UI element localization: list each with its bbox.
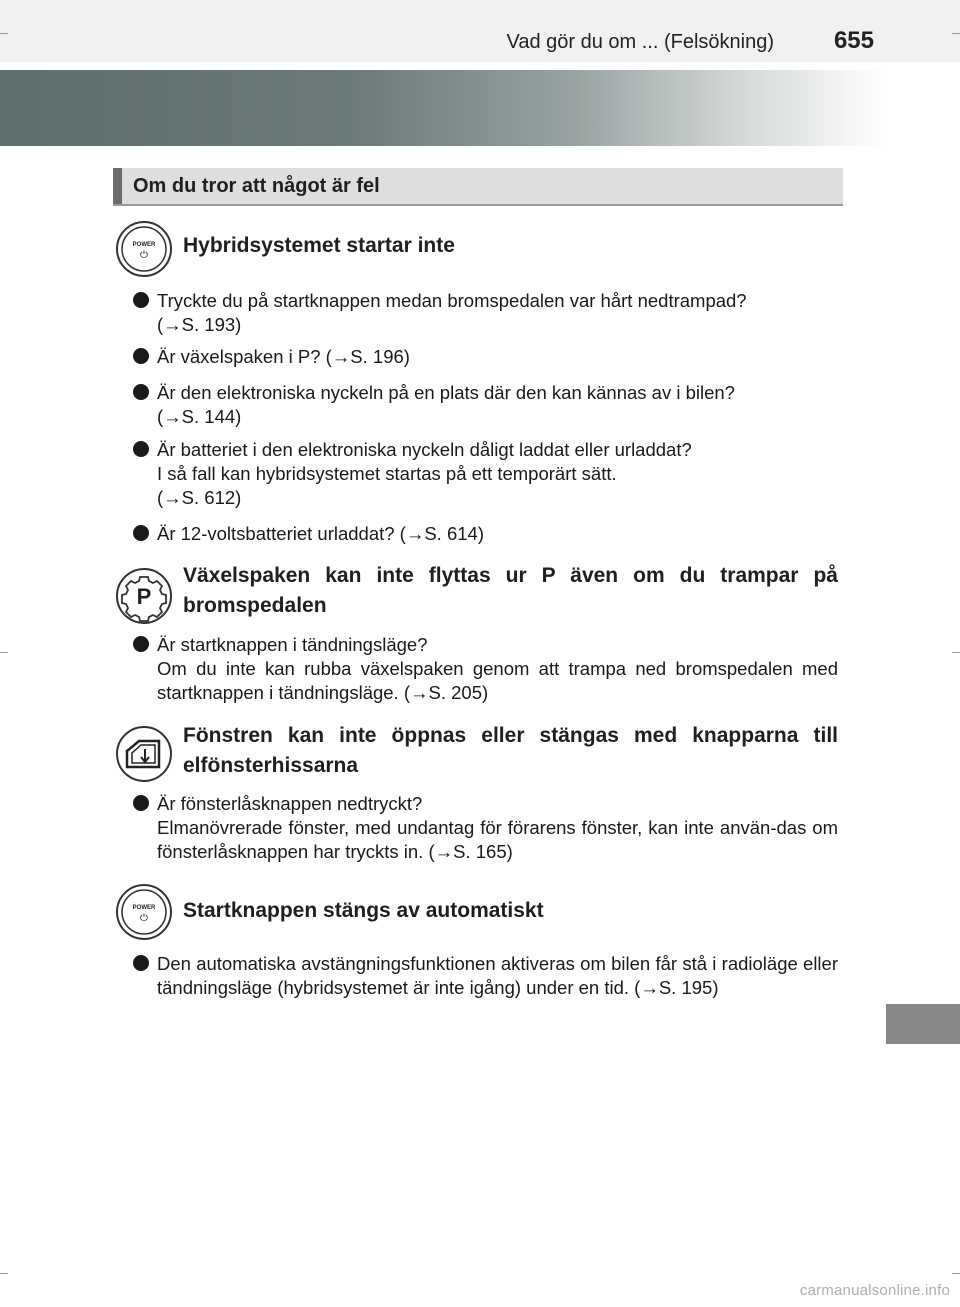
power-button-icon [115,220,173,278]
bullet-icon [133,636,149,652]
watermark: carmanualsonline.info [799,1282,950,1299]
section-title: Om du tror att något är fel [133,175,380,197]
item-line: Är startknappen i tändningsläge? [157,634,428,655]
list-item [133,522,838,546]
crop-mark [952,33,960,34]
item-line: Är växelspaken i P? (→S. 196) [157,346,410,367]
section-header-bar [113,168,122,204]
crop-mark [952,1273,960,1274]
list-item [133,952,838,1000]
power-icon-label: POWER [132,242,156,248]
item-line: Elmanövrerade fönster, med undantag för förarens fönster, kan inte använ-das om fönsterlåsknappen har tryckts in. (→S. 165) [157,817,838,862]
item-line: Är 12-voltsbatteriet urladdat? (→S. 614) [157,523,484,544]
topic-title: Startknappen stängs av automatiskt [183,899,544,922]
crop-mark [0,652,8,653]
header-strip [0,0,960,62]
list-item [133,289,838,337]
power-symbol: ⏻ [140,913,148,924]
power-window-icon [115,725,173,783]
item-line: Om du inte kan rubba växelspaken genom att trampa ned bromspedalen med startknappen i tändningsläge. (→S. 205) [157,658,838,703]
item-line: Tryckte du på startknappen medan bromspedalen var hårt nedtrampad? [157,290,747,311]
running-header: Vad gör du om ... (Felsökning) [506,31,774,53]
list-item [133,381,838,429]
shift-lock-icon [115,567,173,625]
item-line: (→S. 144) [157,406,242,427]
bullet-icon [133,525,149,541]
chapter-banner [0,70,885,146]
power-button-icon [115,883,173,941]
list-item [133,438,838,510]
power-icon-label: POWER [132,905,156,911]
item-line: Den automatiska avstängningsfunktionen aktiveras om bilen får stå i radioläge eller tändningsläge (hybridsystemet är inte igång) under en tid. (→S. 195) [157,953,838,998]
crop-mark [0,33,8,34]
bullet-icon [133,955,149,971]
page-number: 655 [833,27,874,54]
section-header [113,168,843,206]
bullet-icon [133,795,149,811]
topic-title: Växelspaken kan inte flyttas ur P även om du trampar på bromspedalen [183,564,838,617]
list-item [133,633,838,705]
item-line: Är batteriet i den elektroniska nyckeln dåligt laddat eller urladdat? [157,439,692,460]
item-line: Är den elektroniska nyckeln på en plats där den kan kännas av i bilen? [157,382,735,403]
chapter-tab [886,1004,960,1044]
item-line: (→S. 193) [157,314,242,335]
item-line: Är fönsterlåsknappen nedtryckt? [157,793,423,814]
list-item [133,792,838,864]
bullet-icon [133,348,149,364]
bullet-icon [133,384,149,400]
topic-title: Hybridsystemet startar inte [183,234,455,257]
topic-title: Fönstren kan inte öppnas eller stängas med knapparna till elfönsterhissarna [183,724,838,777]
list-item [133,345,838,369]
crop-mark [0,1273,8,1274]
item-line: I så fall kan hybridsystemet startas på ett temporärt sätt. [157,463,617,484]
bullet-icon [133,441,149,457]
item-line: (→S. 612) [157,487,242,508]
gear-letter: P [136,584,152,609]
crop-mark [952,652,960,653]
bullet-icon [133,292,149,308]
power-symbol: ⏻ [140,250,148,261]
